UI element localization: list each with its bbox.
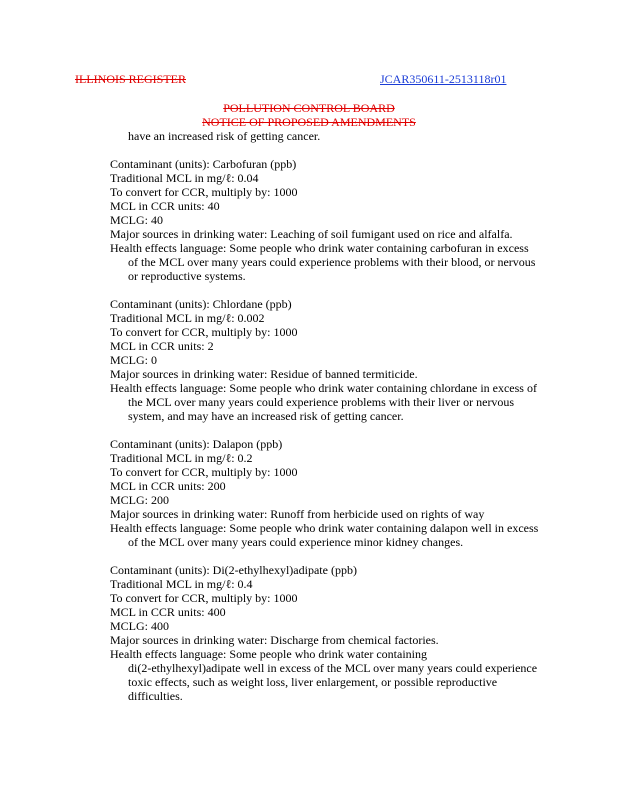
mclg-line: MCLG: 40: [110, 213, 164, 227]
convert-line: To convert for CCR, multiply by: 1000: [110, 185, 298, 199]
contaminant-line: Contaminant (units): Chlordane (ppb): [110, 297, 292, 311]
mclg-line: MCLG: 0: [110, 353, 158, 367]
health-effects-line: Health effects language: Some people who drink water containing chlordane in excess of: [110, 381, 537, 395]
mclg-line: MCLG: 200: [110, 493, 170, 507]
mcl-ccr-line: MCL in CCR units: 2: [110, 339, 214, 353]
carbofuran-entry: [110, 157, 610, 283]
health-effects-line: difficulties.: [128, 689, 183, 703]
health-effects-line: Health effects language: Some people who drink water containing: [110, 647, 428, 661]
sources-line: Major sources in drinking water: Leaching of soil fumigant used on rice and alfalfa.: [110, 227, 513, 241]
dalapon-entry: [110, 437, 610, 549]
traditional-mcl-line: Traditional MCL in mg/ℓ: 0.04: [110, 171, 259, 185]
traditional-mcl-line: Traditional MCL in mg/ℓ: 0.4: [110, 577, 253, 591]
mcl-ccr-line: MCL in CCR units: 200: [110, 479, 226, 493]
continuation-text: have an increased risk of getting cancer.: [128, 129, 321, 143]
contaminant-line: Contaminant (units): Dalapon (ppb): [110, 437, 283, 451]
register-header: ILLINOIS REGISTER: [75, 72, 186, 86]
convert-line: To convert for CCR, multiply by: 1000: [110, 591, 298, 605]
contaminant-line: Contaminant (units): Di(2-ethylhexyl)adipate (ppb): [110, 563, 357, 577]
document-id-link[interactable]: JCAR350611-2513118r01: [380, 72, 507, 86]
sources-line: Major sources in drinking water: Runoff from herbicide used on rights of way: [110, 507, 485, 521]
health-effects-line: the MCL over many years could experience problems with their liver or nervous: [128, 395, 515, 409]
notice-title: NOTICE OF PROPOSED AMENDMENTS: [202, 115, 416, 129]
sources-line: Major sources in drinking water: Residue of banned termiticide.: [110, 367, 418, 381]
health-effects-line: toxic effects, such as weight loss, liver enlargement, or possible reproductive: [128, 675, 498, 689]
mclg-line: MCLG: 400: [110, 619, 170, 633]
health-effects-line: system, and may have an increased risk of getting cancer.: [128, 409, 404, 423]
mcl-ccr-line: MCL in CCR units: 40: [110, 199, 220, 213]
board-title: POLLUTION CONTROL BOARD: [223, 101, 395, 115]
document-body: [110, 129, 610, 703]
convert-line: To convert for CCR, multiply by: 1000: [110, 325, 298, 339]
adipate-entry: [110, 563, 610, 703]
sources-line: Major sources in drinking water: Discharge from chemical factories.: [110, 633, 439, 647]
convert-line: To convert for CCR, multiply by: 1000: [110, 465, 298, 479]
health-effects-line: Health effects language: Some people who drink water containing dalapon well in excess: [110, 521, 539, 535]
contaminant-line: Contaminant (units): Carbofuran (ppb): [110, 157, 297, 171]
health-effects-line: di(2-ethylhexyl)adipate well in excess of the MCL over many years could experience: [128, 661, 538, 675]
traditional-mcl-line: Traditional MCL in mg/ℓ: 0.002: [110, 311, 265, 325]
health-effects-line: of the MCL over many years could experience minor kidney changes.: [128, 535, 464, 549]
traditional-mcl-line: Traditional MCL in mg/ℓ: 0.2: [110, 451, 253, 465]
chlordane-entry: [110, 297, 610, 423]
health-effects-line: or reproductive systems.: [128, 269, 246, 283]
mcl-ccr-line: MCL in CCR units: 400: [110, 605, 226, 619]
health-effects-line: Health effects language: Some people who drink water containing carbofuran in excess: [110, 241, 529, 255]
health-effects-line: of the MCL over many years could experience problems with their blood, or nervous: [128, 255, 536, 269]
